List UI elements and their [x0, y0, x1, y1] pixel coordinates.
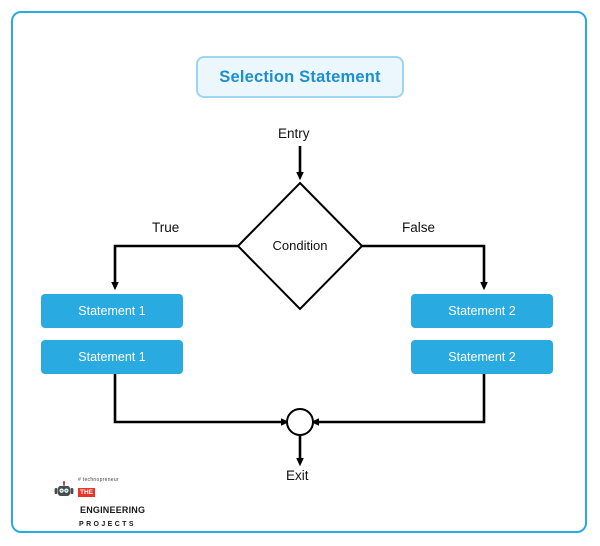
- statement-label: Statement 2: [448, 304, 516, 318]
- statement-label: Statement 1: [78, 350, 146, 364]
- logo-tagline: # technopreneur: [78, 477, 119, 483]
- statement-label: Statement 1: [78, 304, 146, 318]
- robot-icon: [54, 481, 74, 500]
- diagram-title: Selection Statement: [219, 67, 381, 86]
- merge-node: [287, 409, 313, 435]
- false-branch-arrow: [362, 246, 484, 286]
- statement-box-false-1: [411, 294, 553, 328]
- statement-label: Statement 2: [448, 350, 516, 364]
- entry-label: Entry: [278, 126, 310, 141]
- logo-engineering: ENGINEERING: [80, 505, 146, 516]
- false-label: False: [402, 220, 436, 235]
- statement-box-true-2: [41, 340, 183, 374]
- watermark-logo: [54, 477, 158, 528]
- right-join-arrow: [315, 374, 484, 422]
- left-join-arrow: [115, 374, 285, 422]
- logo-the: THE: [80, 489, 93, 497]
- condition-label: Condition: [272, 238, 328, 253]
- true-label: True: [152, 220, 180, 235]
- diagram-title-box: [196, 56, 404, 98]
- statement-box-true-1: [41, 294, 183, 328]
- logo-wordmark: [78, 477, 158, 529]
- logo-projects: PROJECTS: [79, 521, 136, 528]
- exit-label: Exit: [286, 468, 309, 483]
- statement-box-false-2: [411, 340, 553, 374]
- true-branch-arrow: [115, 246, 238, 286]
